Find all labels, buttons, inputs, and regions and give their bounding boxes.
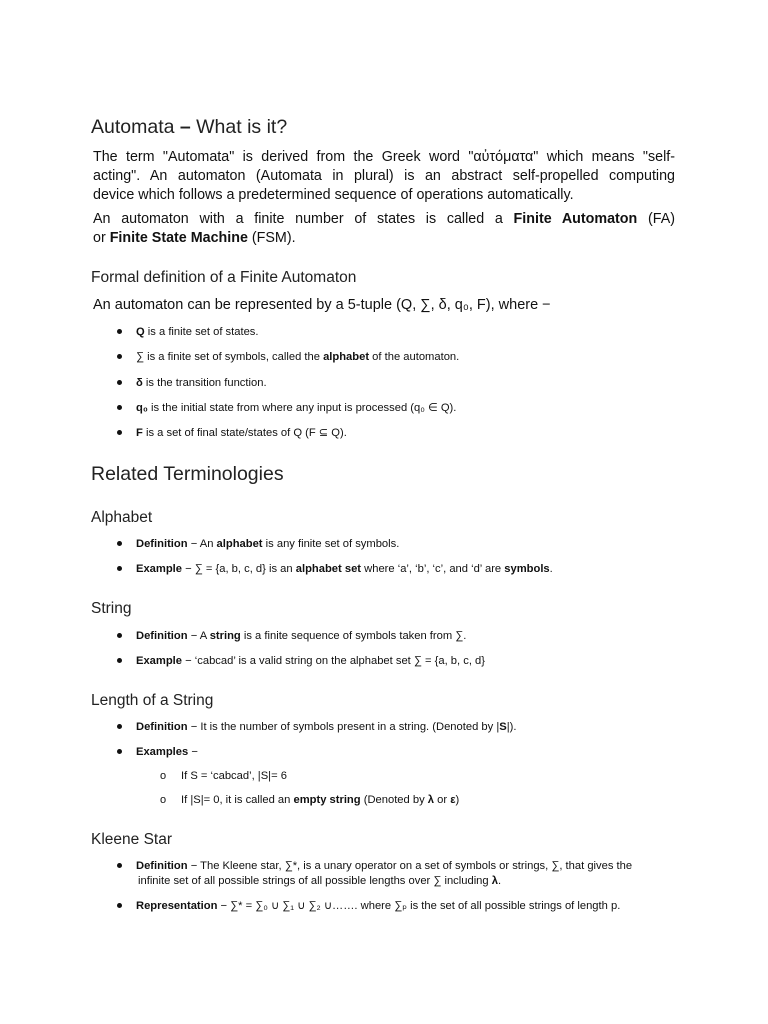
list-item: Example − ‘cabcad’ is a valid string on the alphabet set ∑ = {a, b, c, d} bbox=[0, 653, 768, 669]
bullet bbox=[117, 354, 122, 359]
page-title: Automata – What is it? bbox=[91, 116, 288, 138]
list-item: q₀ is the initial state from where any input is processed (q₀ ∈ Q). bbox=[0, 400, 768, 416]
related-terminologies-heading: Related Terminologies bbox=[91, 463, 284, 485]
alphabet-heading: Alphabet bbox=[91, 509, 153, 526]
list-item: Definition − It is the number of symbols present in a string. (Denoted by |S|). bbox=[0, 719, 768, 735]
intro-paragraph: The term "Automata" is derived from the Greek word "αὐτόματα" which means "self- acting". An automaton (Automata in plural) is an abstract self-propelled computing device which follows a predetermined sequence of operations automatically. bbox=[93, 149, 675, 203]
bullet bbox=[117, 541, 122, 546]
finite-automaton-paragraph: An automaton with a finite number of states is called a Finite Automaton (FA) or Finite State Machine (FSM). bbox=[93, 211, 675, 246]
list-item: Examples − bbox=[0, 744, 768, 760]
bullet bbox=[117, 658, 122, 663]
sub-list-item: o If |S|= 0, it is called an empty string (Denoted by λ or ε) bbox=[160, 794, 460, 806]
kleene-definition-continuation: infinite set of all possible strings of all possible lengths over ∑ including λ. bbox=[138, 875, 502, 887]
bullet bbox=[117, 863, 122, 868]
list-item: Definition − The Kleene star, ∑*, is a unary operator on a set of symbols or strings, ∑, that gives the bbox=[0, 858, 768, 874]
bullet bbox=[117, 380, 122, 385]
bullet bbox=[117, 903, 122, 908]
bullet bbox=[117, 566, 122, 571]
bullet bbox=[117, 724, 122, 729]
sub-bullet: o bbox=[160, 770, 167, 782]
length-heading: Length of a String bbox=[91, 692, 214, 709]
bullet bbox=[117, 749, 122, 754]
sub-list-item: o If S = ‘cabcad’, |S|= 6 bbox=[160, 770, 287, 782]
list-item: Representation − ∑* = ∑₀ ∪ ∑₁ ∪ ∑₂ ∪……. where ∑ₚ is the set of all possible strings of length p. bbox=[0, 898, 768, 914]
bullet bbox=[117, 633, 122, 638]
string-heading: String bbox=[91, 600, 132, 617]
list-item: F is a set of final state/states of Q (F ⊆ Q). bbox=[0, 425, 768, 441]
formal-definition-heading: Formal definition of a Finite Automaton bbox=[91, 269, 357, 286]
sub-bullet: o bbox=[160, 794, 167, 806]
list-item: δ is the transition function. bbox=[0, 375, 768, 391]
bullet bbox=[117, 405, 122, 410]
formal-definition-lead: An automaton can be represented by a 5-tuple (Q, ∑, δ, q₀, F), where − bbox=[93, 297, 551, 313]
kleene-heading: Kleene Star bbox=[91, 831, 172, 848]
bullet bbox=[117, 329, 122, 334]
list-item: Definition − An alphabet is any finite set of symbols. bbox=[0, 536, 768, 552]
list-item: Definition − A string is a finite sequence of symbols taken from ∑. bbox=[0, 628, 768, 644]
list-item: Example − ∑ = {a, b, c, d} is an alphabet set where ‘a’, ‘b’, ‘c’, and ‘d’ are symbols. bbox=[0, 561, 768, 577]
list-item: Q is a finite set of states. bbox=[0, 324, 768, 340]
bullet bbox=[117, 430, 122, 435]
list-item: ∑ is a finite set of symbols, called the alphabet of the automaton. bbox=[0, 349, 768, 365]
